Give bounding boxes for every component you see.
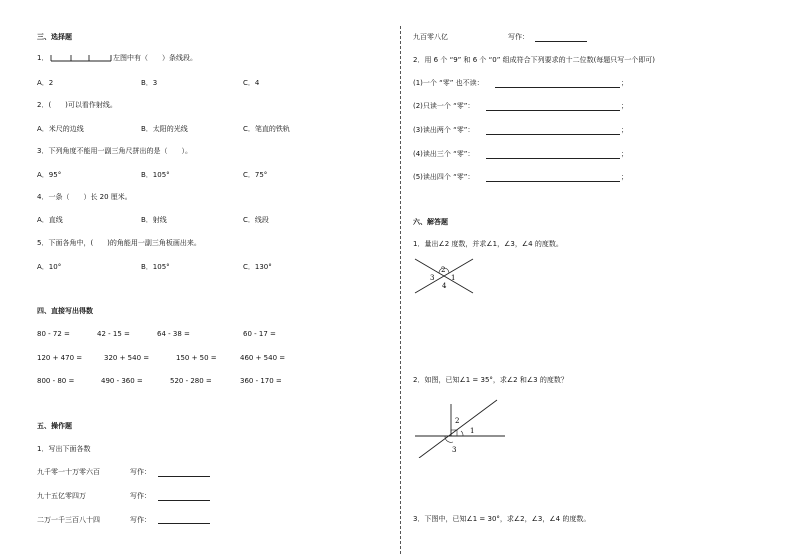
q3-option-b: B．105°	[141, 171, 170, 179]
write-item-3-label: 写作：	[130, 516, 151, 524]
calc-r2-c3: 150 + 50 =	[176, 354, 217, 362]
fig1-label-3: 3	[430, 274, 435, 282]
calc-r3-c1: 800 - 80 =	[37, 377, 75, 385]
q4-option-a: A．直线	[37, 216, 63, 224]
write-item-1-blank[interactable]	[158, 476, 210, 477]
sec6-q3-text: 3．下图中，已知∠1 = 30°，求∠2，∠3，∠4 的度数。	[413, 515, 591, 523]
calc-r1-c4: 60 - 17 =	[243, 330, 276, 338]
calc-r2-c2: 320 + 540 =	[104, 354, 150, 362]
write-item-2-label: 写作：	[130, 492, 151, 500]
q1-option-a: A．2	[37, 79, 54, 87]
digit-item-2-label: (2)只读一个 “零”：	[413, 102, 475, 110]
write-item-1-number: 九千零一十万零六百	[37, 468, 100, 476]
fig2-label-3: 3	[452, 446, 457, 454]
calc-r3-c3: 520 - 280 =	[170, 377, 212, 385]
q5-option-c: C．130°	[243, 263, 272, 271]
q3-text: 3．下列角度不能用一副三角尺拼出的是（ ）。	[37, 147, 192, 155]
q5-text: 5．下面各角中，( )的角能用一副三角板画出来。	[37, 239, 201, 247]
q1-option-c: C．4	[243, 79, 260, 87]
q3-option-a: A．95°	[37, 171, 62, 179]
calc-r1-c2: 42 - 15 =	[97, 330, 130, 338]
write-item-2-blank[interactable]	[158, 500, 210, 501]
write-item-2-number: 九十五亿零四万	[37, 492, 86, 500]
digit-item-4-label: (4)读出三个 “零”：	[413, 150, 475, 158]
digit-item-4-blank[interactable]	[486, 158, 620, 159]
digit-item-5-end: ；	[621, 173, 628, 181]
column-divider	[400, 26, 401, 554]
fig1-label-4: 4	[442, 282, 447, 290]
calc-r3-c2: 490 - 360 =	[101, 377, 143, 385]
write-item-1-label: 写作：	[130, 468, 151, 476]
fig2-label-2: 2	[455, 417, 460, 425]
q2-text: 2．( )可以看作射线。	[37, 101, 117, 109]
q1-option-b: B．3	[141, 79, 158, 87]
digit-item-3-end: ；	[621, 126, 628, 134]
digit-item-2-blank[interactable]	[486, 110, 620, 111]
q1-text: 左图中有（ ）条线段。	[113, 54, 197, 62]
section-6-title: 六、解答题	[413, 218, 448, 226]
q5-option-b: B．105°	[141, 263, 170, 271]
q2-option-a: A．米尺的边线	[37, 125, 84, 133]
digit-item-3-blank[interactable]	[486, 134, 620, 135]
write-item-4-blank[interactable]	[535, 41, 587, 42]
digit-item-2-end: ；	[621, 102, 628, 110]
calc-r1-c1: 80 - 72 =	[37, 330, 70, 338]
sec5-q1-text: 1．写出下面各数	[37, 445, 91, 453]
write-item-4-label: 写作：	[508, 33, 529, 41]
write-item-4-number: 九百零八亿	[413, 33, 448, 41]
q1-number: 1．	[37, 54, 49, 62]
calc-r3-c4: 360 - 170 =	[240, 377, 282, 385]
digit-item-1-end: ；	[621, 79, 628, 87]
fig2-label-1: 1	[470, 427, 475, 435]
digit-item-5-label: (5)读出四个 “零”：	[413, 173, 475, 181]
q2-option-b: B．太阳的光线	[141, 125, 188, 133]
digit-item-5-blank[interactable]	[486, 181, 620, 182]
q4-text: 4．一条（ ）长 20 厘米。	[37, 193, 132, 201]
calc-r1-c3: 64 - 38 =	[157, 330, 190, 338]
section-5-title: 五、操作题	[37, 422, 72, 430]
section-4-title: 四、直接写出得数	[37, 307, 93, 315]
write-item-3-blank[interactable]	[158, 523, 210, 524]
q4-option-b: B．射线	[141, 216, 167, 224]
calc-r2-c1: 120 + 470 =	[37, 354, 83, 362]
angle-figure	[413, 398, 507, 458]
q3-option-c: C．75°	[243, 171, 268, 179]
crossing-lines-figure	[413, 255, 477, 297]
calc-r2-c4: 460 + 540 =	[240, 354, 286, 362]
q2-digit-prompt: 2．用 6 个 “9” 和 6 个 “0” 组成符合下列要求的十二位数(每题只写一个即可)	[413, 56, 656, 64]
q2-option-c: C．笔直的铁轨	[243, 125, 290, 133]
digit-item-3-label: (3)读出两个 “零”：	[413, 126, 475, 134]
sec6-q1-text: 1．量出∠2 度数，并求∠1，∠3，∠4 的度数。	[413, 240, 563, 248]
section-3-title: 三、选择题	[37, 33, 72, 41]
digit-item-1-label: (1)一个 “零” 也不读：	[413, 79, 484, 87]
digit-item-4-end: ；	[621, 150, 628, 158]
q5-option-a: A．10°	[37, 263, 62, 271]
fig1-label-2: 2	[441, 266, 446, 274]
digit-item-1-blank[interactable]	[495, 87, 620, 88]
write-item-3-number: 二万一千三百八十四	[37, 516, 100, 524]
sec6-q2-text: 2．如图，已知∠1 = 35°，求∠2 和∠3 的度数？	[413, 376, 568, 384]
q4-option-c: C．线段	[243, 216, 269, 224]
segment-figure	[49, 52, 113, 64]
fig1-label-1: 1	[451, 274, 456, 282]
